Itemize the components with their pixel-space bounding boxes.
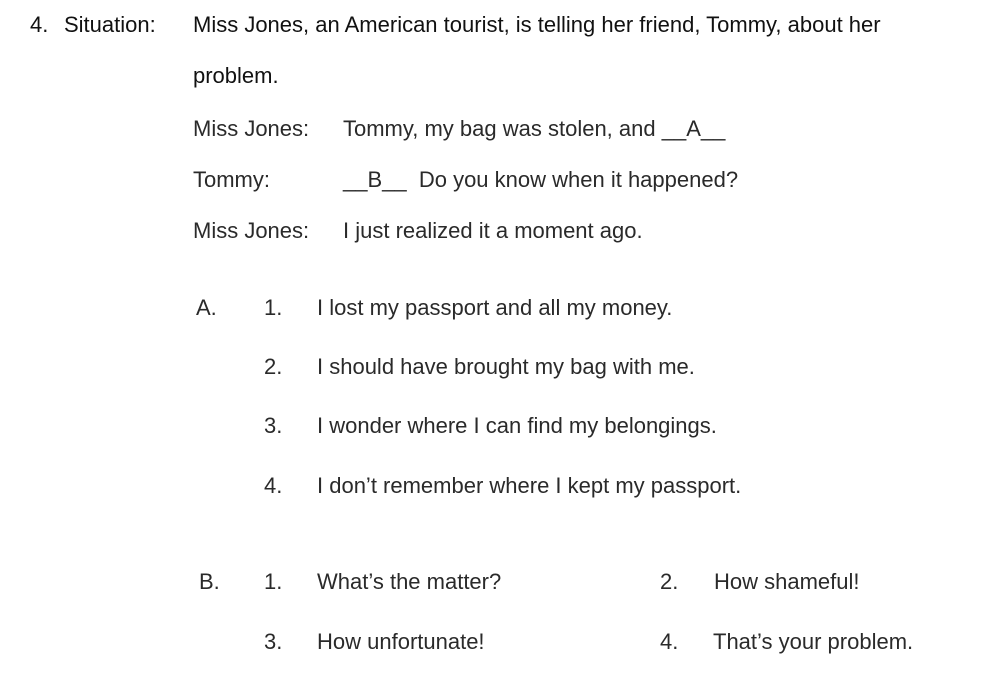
section-b-label: B. <box>199 569 220 594</box>
dialogue-line-1: Tommy, my bag was stolen, and __A__ <box>343 116 726 141</box>
option-a4-number: 4. <box>264 473 283 498</box>
option-b2-number: 2. <box>660 569 679 594</box>
option-a2-number: 2. <box>264 354 283 379</box>
option-b3-number: 3. <box>264 629 283 654</box>
option-a3-text[interactable]: I wonder where I can find my belongings. <box>317 413 717 438</box>
option-b4-text[interactable]: That’s your problem. <box>713 629 914 654</box>
option-b4-number: 4. <box>660 629 679 654</box>
question-number: 4. <box>30 12 49 37</box>
option-b1-text[interactable]: What’s the matter? <box>317 569 502 594</box>
option-a3-number: 3. <box>264 413 283 438</box>
option-b3-text[interactable]: How unfortunate! <box>317 629 485 654</box>
option-a2-text[interactable]: I should have brought my bag with me. <box>317 354 695 379</box>
option-a4-text[interactable]: I don’t remember where I kept my passport. <box>317 473 742 498</box>
option-a1-text[interactable]: I lost my passport and all my money. <box>317 295 673 320</box>
dialogue-speaker-1: Miss Jones: <box>193 116 310 141</box>
dialogue-speaker-2: Tommy: <box>193 167 270 192</box>
dialogue-line-3: I just realized it a moment ago. <box>343 218 643 243</box>
dialogue-line-2: __B__ Do you know when it happened? <box>343 167 739 192</box>
option-b2-text[interactable]: How shameful! <box>714 569 860 594</box>
situation-text-line-2: problem. <box>193 63 279 88</box>
section-a-label: A. <box>196 295 217 320</box>
option-a1-number: 1. <box>264 295 283 320</box>
situation-text-line-1: Miss Jones, an American tourist, is telling her friend, Tommy, about her <box>193 12 881 37</box>
dialogue-speaker-3: Miss Jones: <box>193 218 310 243</box>
situation-label: Situation: <box>64 12 156 37</box>
option-b1-number: 1. <box>264 569 283 594</box>
